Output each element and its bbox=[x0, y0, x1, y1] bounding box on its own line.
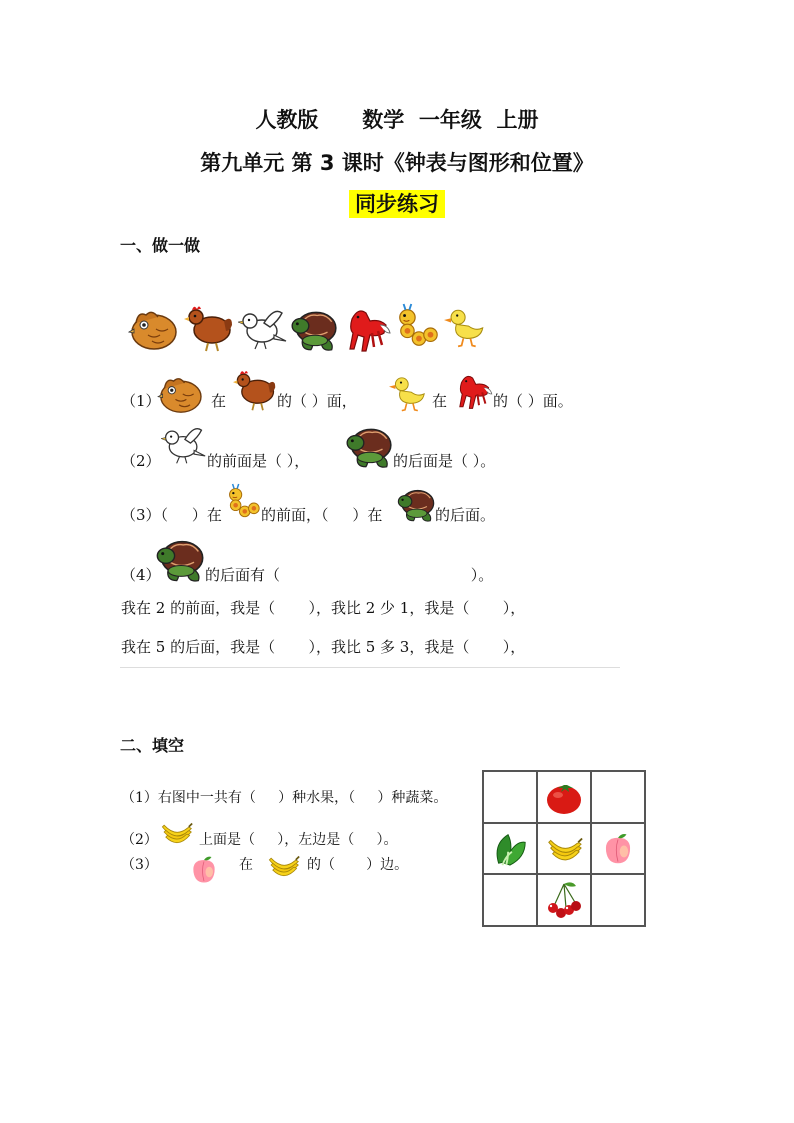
turtle-icon bbox=[395, 484, 437, 524]
grid-cell bbox=[591, 823, 645, 875]
grid-cell bbox=[591, 874, 645, 926]
red-horse-icon bbox=[344, 303, 394, 353]
tomato-icon bbox=[544, 777, 584, 817]
duck-icon bbox=[444, 303, 488, 351]
banana-icon bbox=[266, 848, 300, 882]
bok-choy-icon bbox=[491, 829, 529, 867]
question-2-1: （1）右图中一共有（ ）种水果，（ ）种蔬菜。 bbox=[121, 790, 448, 806]
section-divider bbox=[120, 667, 620, 668]
grid-cell bbox=[537, 823, 591, 875]
sparrow-icon bbox=[238, 305, 288, 351]
duck-icon bbox=[389, 372, 429, 414]
grid-cell bbox=[483, 823, 537, 875]
worksheet-badge bbox=[0, 188, 794, 218]
caterpillar-icon bbox=[225, 482, 263, 524]
banana-icon bbox=[545, 829, 583, 867]
cherry-icon bbox=[542, 880, 586, 920]
owl-icon bbox=[128, 305, 178, 351]
hen-icon bbox=[233, 368, 277, 412]
question-1-6: 我在 5 的后面，我是（ ），我比 5 多 3，我是（ ）， bbox=[121, 638, 526, 656]
grid-cell bbox=[483, 874, 537, 926]
header-line-2: 第九单元 第 3 课时《钟表与图形和位置》 bbox=[200, 151, 594, 175]
grid-cell bbox=[483, 771, 537, 823]
position-grid bbox=[482, 770, 646, 927]
grid-cell bbox=[591, 771, 645, 823]
worksheet-badge-label: 同步练习 bbox=[349, 190, 445, 218]
red-horse-icon bbox=[455, 368, 495, 412]
turtle-icon bbox=[288, 305, 340, 353]
owl-icon bbox=[157, 372, 203, 414]
caterpillar-icon bbox=[394, 303, 442, 353]
peach-icon bbox=[601, 830, 635, 866]
peach-icon bbox=[189, 854, 219, 884]
header-line-1: 人教版 数学 一年级 上册 bbox=[255, 108, 539, 132]
section-1-title: 一、做一做 bbox=[120, 236, 201, 255]
sparrow-icon bbox=[161, 422, 207, 466]
grid-cell bbox=[537, 771, 591, 823]
turtle-icon bbox=[153, 534, 207, 584]
turtle-icon bbox=[343, 422, 395, 470]
hen-icon bbox=[184, 303, 234, 353]
banana-icon bbox=[159, 815, 193, 849]
question-1-5: 我在 2 的前面，我是（ ），我比 2 少 1，我是（ ）， bbox=[121, 599, 526, 617]
section-2-title: 二、填空 bbox=[120, 736, 185, 755]
grid-cell bbox=[537, 874, 591, 926]
